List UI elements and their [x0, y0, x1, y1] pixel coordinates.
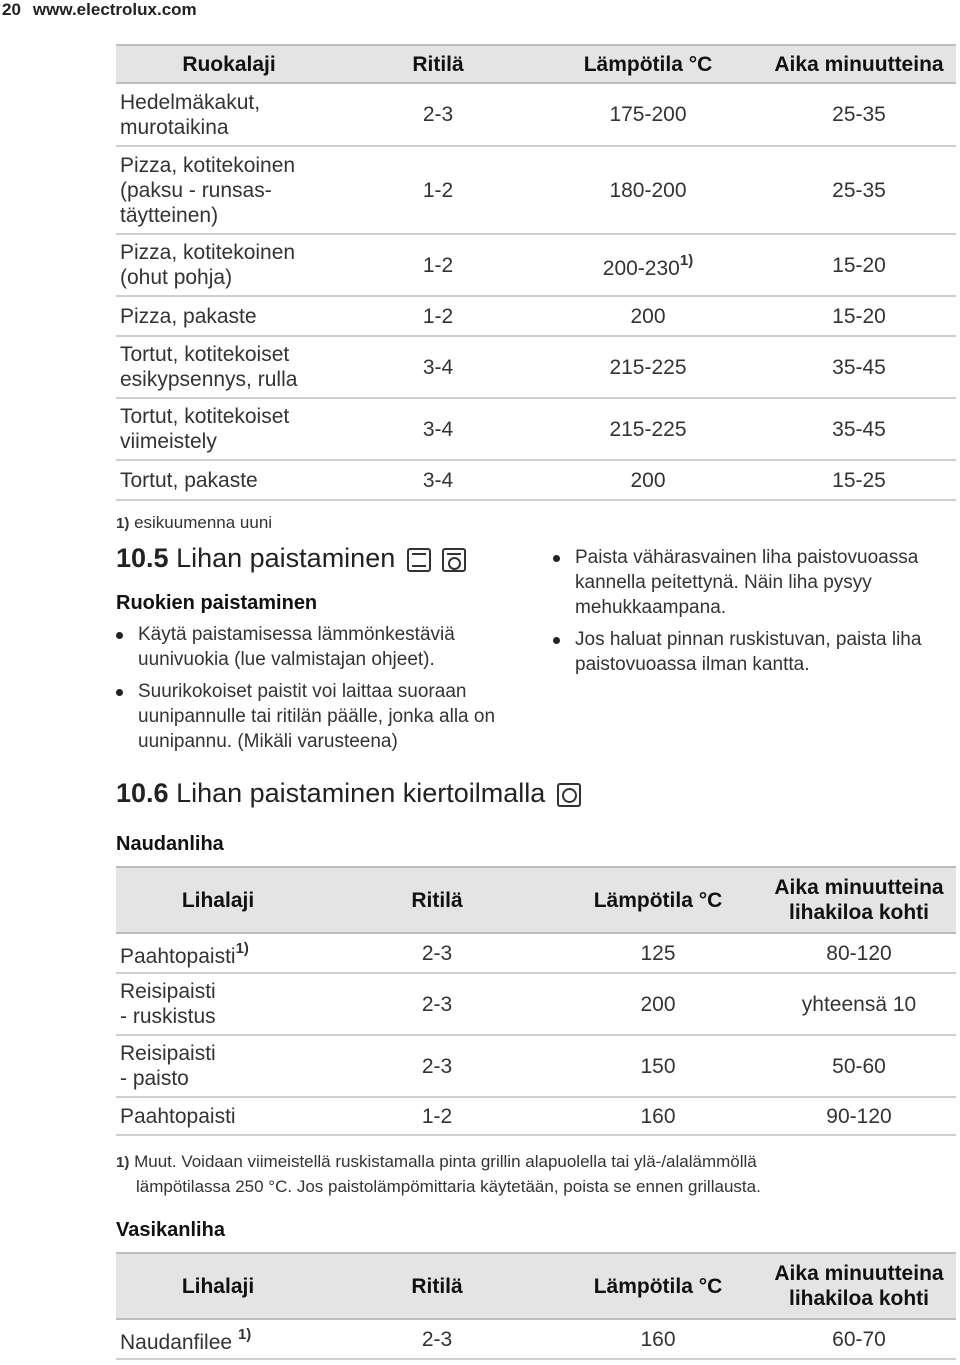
temp-cell: 150 — [554, 1035, 762, 1097]
table-row — [116, 146, 956, 234]
time-cell: 15-20 — [762, 234, 956, 296]
footnote-mark: 1) — [116, 515, 130, 532]
list-item: Jos haluat pinnan ruskistuvan, paista liha paistovuoassa ilman kantta. — [553, 627, 958, 677]
temp-cell: 200-230$^{1)}$ — [534, 234, 762, 296]
table-row — [116, 973, 956, 1035]
rack-cell: 1-2 — [320, 1097, 554, 1135]
col-header-temp: Lämpötila °C — [554, 867, 762, 933]
page-number: 20 — [2, 0, 21, 19]
footnote-ref: 1) — [237, 1325, 252, 1343]
temp-cell: 125 — [554, 933, 762, 973]
fan-heat-icon — [557, 783, 581, 807]
dish-cell: Tortut, kotitekoiset esikypsennys, rulla — [116, 336, 342, 398]
time-cell: 25-35 — [762, 146, 956, 234]
beef-footnote: 1) Muut. Voidaan viimeistellä ruskistamalla pinta grillin alapuolella tai ylä-/alalämmöllä lämpötilassa 250 °C. Jos paistolämpömittaria käytetään, poista se ennen grillausta. — [116, 1152, 761, 1196]
meat-cell: Naudanfilee $^{1)}$ — [116, 1319, 320, 1359]
beef-table — [116, 866, 956, 1136]
col-header-time: Aika minuutteina lihakiloa kohti — [762, 867, 956, 933]
rack-cell: 3-4 — [342, 460, 534, 500]
time-cell: 80-120 — [762, 933, 956, 973]
table-row — [116, 460, 956, 500]
temp-cell: 200 — [534, 296, 762, 336]
table-row — [116, 398, 956, 460]
top-bottom-heat-icon — [407, 548, 431, 572]
time-cell: 60-70 — [762, 1319, 956, 1359]
veal-table — [116, 1252, 956, 1360]
rack-cell: 2-3 — [320, 973, 554, 1035]
time-cell: 35-45 — [762, 398, 956, 460]
time-cell: 50-60 — [762, 1035, 956, 1097]
col-header-meat: Lihalaji — [116, 1253, 320, 1319]
col-header-rack: Ritilä — [342, 45, 534, 83]
table-row — [116, 296, 956, 336]
col-header-rack: Ritilä — [320, 1253, 554, 1319]
list-item: Suurikokoiset paistit voi laittaa suoraan uunipannulle tai ritilän päälle, jonka alla on uunipannu. (Mikäli varusteena) — [116, 679, 516, 754]
table-header-row — [116, 1253, 956, 1319]
time-cell: 15-25 — [762, 460, 956, 500]
bullet-list-right — [553, 545, 958, 684]
col-header-rack: Ritilä — [320, 867, 554, 933]
time-cell: 25-35 — [762, 83, 956, 146]
col-header-time: Aika minuutteina lihakiloa kohti — [762, 1253, 956, 1319]
rack-cell: 2-3 — [320, 1319, 554, 1359]
meat-cell: Paahtopaisti$^{1)}$ — [116, 933, 320, 973]
col-header-temp: Lämpötila °C — [554, 1253, 762, 1319]
meat-cell: Reisipaisti - ruskistus — [116, 973, 320, 1035]
temp-cell: 200 — [534, 460, 762, 500]
col-header-dish: Ruokalaji — [116, 45, 342, 83]
footnote-mark: 1) — [116, 1154, 130, 1171]
subtitle-vasikanliha: Vasikanliha — [116, 1219, 225, 1241]
table-row — [116, 933, 956, 973]
footnote-ref: 1) — [235, 939, 249, 957]
subtitle-naudanliha: Naudanliha — [116, 833, 224, 855]
grill-fan-icon — [442, 548, 466, 572]
table-row — [116, 1035, 956, 1097]
table-header-row — [116, 867, 956, 933]
footnote-ref: 1) — [679, 251, 694, 269]
dish-cell: Hedelmäkakut, murotaikina — [116, 83, 342, 146]
site-url: www.electrolux.com — [32, 0, 197, 19]
col-header-meat: Lihalaji — [116, 867, 320, 933]
rack-cell: 3-4 — [342, 336, 534, 398]
page-header — [2, 0, 197, 20]
section-10-6-title: 10.6 Lihan paistaminen kiertoilmalla — [116, 778, 581, 809]
table1-footnote: 1) esikuumenna uuni — [116, 513, 273, 532]
baking-table — [116, 44, 956, 501]
table-row — [116, 1319, 956, 1359]
time-cell: yhteensä 10 — [762, 973, 956, 1035]
table-row — [116, 1097, 956, 1135]
meat-cell: Paahtopaisti — [116, 1097, 320, 1135]
table-row — [116, 336, 956, 398]
meat-cell: Reisipaisti - paisto — [116, 1035, 320, 1097]
list-item: Paista vähärasvainen liha paistovuoassa kannella peitettynä. Näin liha pysyy mehukkaampana. — [553, 545, 958, 620]
temp-cell: 160 — [554, 1097, 762, 1135]
subtitle-ruokien-paistaminen: Ruokien paistaminen — [116, 592, 318, 614]
temp-cell: 180-200 — [534, 146, 762, 234]
time-cell: 35-45 — [762, 336, 956, 398]
rack-cell: 1-2 — [342, 234, 534, 296]
dish-cell: Pizza, kotitekoinen (paksu - runsas- täytteinen) — [116, 146, 342, 234]
rack-cell: 1-2 — [342, 146, 534, 234]
temp-cell: 215-225 — [534, 336, 762, 398]
dish-cell: Pizza, kotitekoinen (ohut pohja) — [116, 234, 342, 296]
dish-cell: Tortut, kotitekoiset viimeistely — [116, 398, 342, 460]
temp-cell: 175-200 — [534, 83, 762, 146]
section-10-5-title: 10.5 Lihan paistaminen — [116, 543, 466, 574]
time-cell: 15-20 — [762, 296, 956, 336]
rack-cell: 2-3 — [320, 933, 554, 973]
temp-cell: 215-225 — [534, 398, 762, 460]
table-row — [116, 83, 956, 146]
rack-cell: 2-3 — [320, 1035, 554, 1097]
col-header-temp: Lämpötila °C — [534, 45, 762, 83]
list-item: Käytä paistamisessa lämmönkestäviä uunivuokia (lue valmistajan ohjeet). — [116, 622, 516, 672]
temp-cell: 160 — [554, 1319, 762, 1359]
col-header-time: Aika minuutteina — [762, 45, 956, 83]
rack-cell: 2-3 — [342, 83, 534, 146]
dish-cell: Pizza, pakaste — [116, 296, 342, 336]
rack-cell: 1-2 — [342, 296, 534, 336]
bullet-list-left — [116, 622, 516, 761]
dish-cell: Tortut, pakaste — [116, 460, 342, 500]
temp-cell: 200 — [554, 973, 762, 1035]
table-header-row — [116, 45, 956, 83]
time-cell: 90-120 — [762, 1097, 956, 1135]
table-row — [116, 234, 956, 296]
rack-cell: 3-4 — [342, 398, 534, 460]
